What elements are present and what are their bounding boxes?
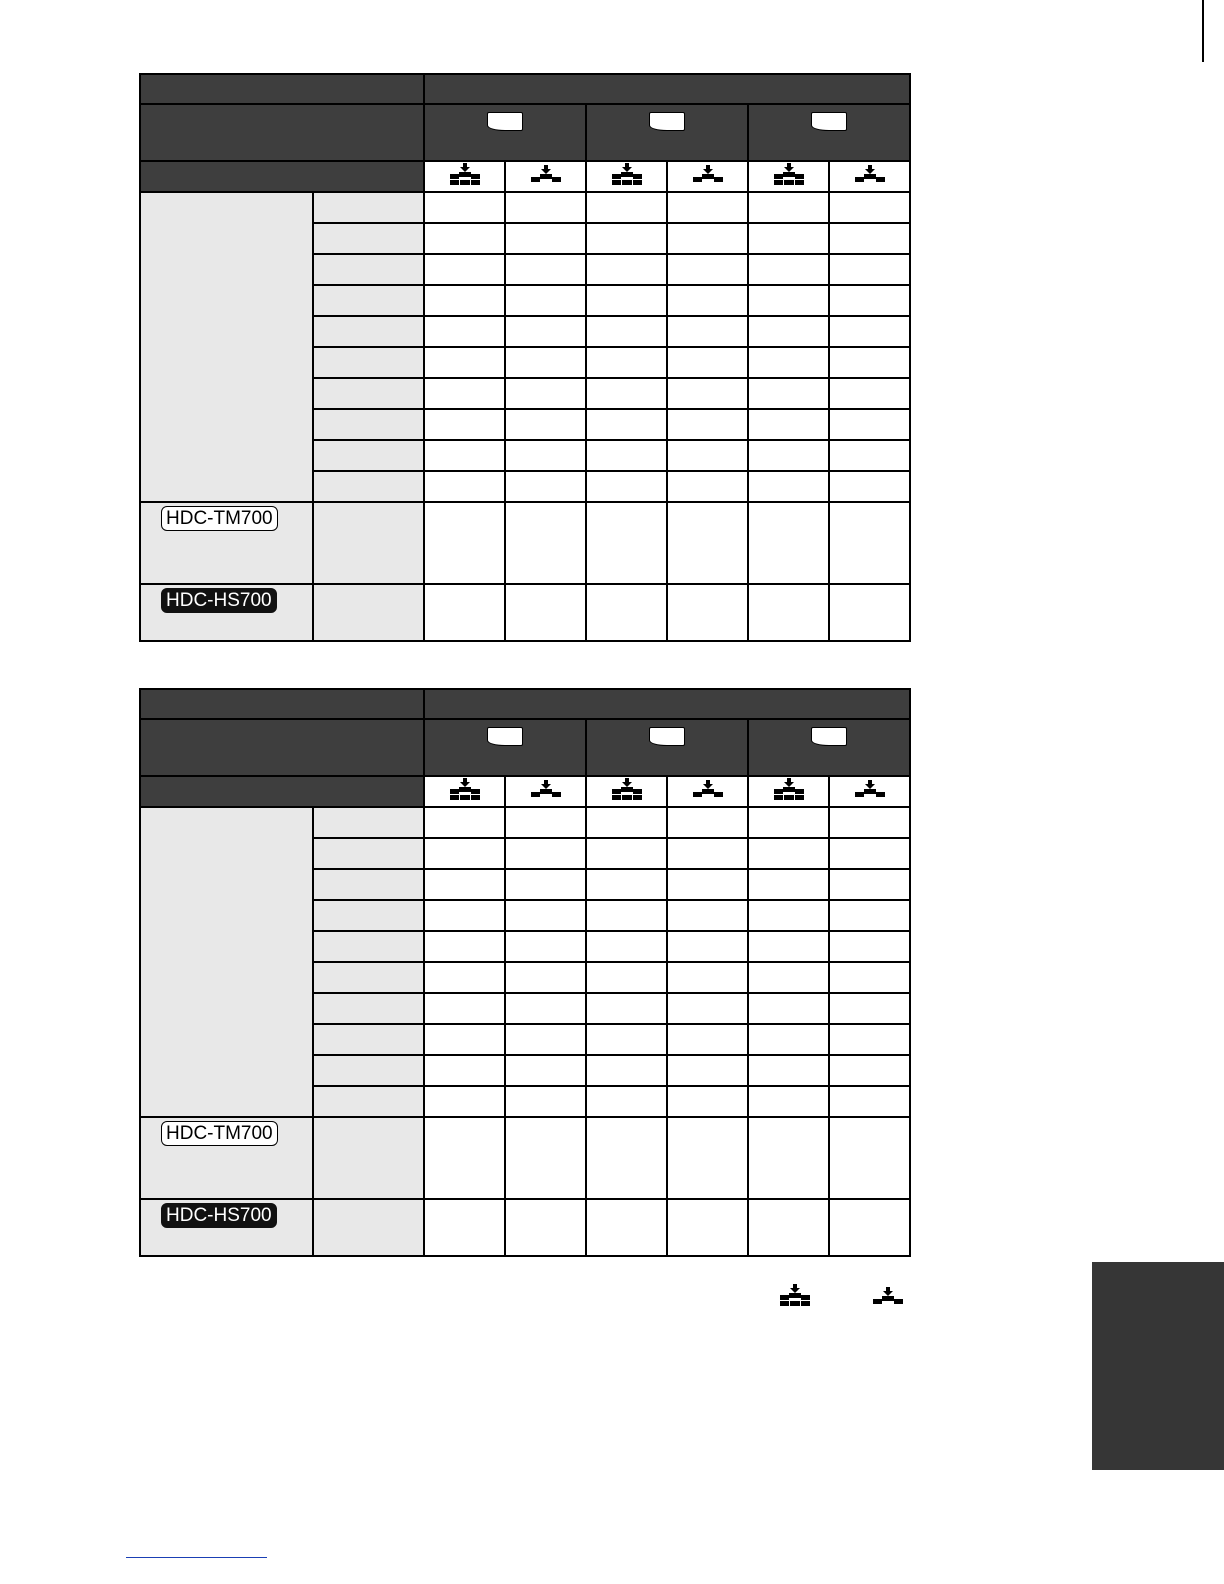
- table-cell: [748, 993, 829, 1024]
- table-cell: [829, 254, 910, 285]
- table-cell: [505, 838, 586, 869]
- row-label: [313, 223, 424, 254]
- table-cell: [829, 807, 910, 838]
- multi-image-stack-icon: [748, 161, 829, 192]
- table-cell: [424, 1024, 505, 1055]
- table-cell: [667, 1117, 748, 1199]
- table-cell: [667, 962, 748, 993]
- table-cell: [829, 931, 910, 962]
- table-cell: [829, 1086, 910, 1117]
- mode-header-1: [424, 104, 586, 161]
- table-cell: [424, 440, 505, 471]
- table-cell: [424, 502, 505, 584]
- table-cell: [829, 316, 910, 347]
- row-label: [313, 1117, 424, 1199]
- table-cell: [424, 471, 505, 502]
- table-cell: [667, 192, 748, 223]
- table-cell: [586, 838, 667, 869]
- row-label: [313, 1199, 424, 1256]
- table-cell: [829, 962, 910, 993]
- model-badge-tm700: HDC-TM700: [161, 506, 278, 531]
- table-cell: [586, 584, 667, 641]
- row-label: [313, 900, 424, 931]
- table-cell: [424, 962, 505, 993]
- table-cell: [667, 223, 748, 254]
- table-cell: [748, 807, 829, 838]
- table-cell: [667, 347, 748, 378]
- table-cell: [829, 1055, 910, 1086]
- table-cell: [748, 584, 829, 641]
- table-cell: [667, 409, 748, 440]
- mode-header-2: [586, 104, 748, 161]
- table-cell: [424, 347, 505, 378]
- table-cell: [505, 409, 586, 440]
- mode-label-cell: [140, 719, 424, 776]
- table-cell: [748, 285, 829, 316]
- mode-label-cell: [140, 104, 424, 161]
- table-cell: [748, 1024, 829, 1055]
- table-cell: [586, 1055, 667, 1086]
- row-label: [313, 347, 424, 378]
- mode-label-icon: [811, 727, 847, 746]
- table-cell: [424, 223, 505, 254]
- table-cell: [667, 807, 748, 838]
- table-cell: [748, 1055, 829, 1086]
- row-label: [313, 440, 424, 471]
- table-cell: [586, 1024, 667, 1055]
- table-cell: [829, 471, 910, 502]
- table-cell: [829, 1024, 910, 1055]
- table-cell: [667, 378, 748, 409]
- table-cell: [829, 347, 910, 378]
- table-cell: [424, 993, 505, 1024]
- table-cell: [586, 378, 667, 409]
- table-cell: [424, 931, 505, 962]
- table-cell: [748, 409, 829, 440]
- mode-label-icon: [649, 112, 685, 131]
- table-cell: [748, 378, 829, 409]
- table-cell: [829, 285, 910, 316]
- row-label: [313, 409, 424, 440]
- row-label: [313, 931, 424, 962]
- table-cell: [748, 254, 829, 285]
- table-cell: [667, 584, 748, 641]
- table-cell: [667, 1024, 748, 1055]
- table-cell: [748, 900, 829, 931]
- table-cell: [424, 869, 505, 900]
- table-cell: [424, 900, 505, 931]
- side-section-tab: [1092, 1262, 1224, 1470]
- table-cell: [586, 900, 667, 931]
- header-label-cell: [140, 689, 424, 719]
- table-cell: [667, 316, 748, 347]
- table-cell: [667, 931, 748, 962]
- table-cell: [505, 347, 586, 378]
- table-cell: [586, 254, 667, 285]
- table-cell: [586, 316, 667, 347]
- row-label: [313, 1055, 424, 1086]
- table-cell: [748, 869, 829, 900]
- table-cell: [748, 1117, 829, 1199]
- table-cell: [424, 1086, 505, 1117]
- header-value-cell: [424, 689, 910, 719]
- mode-header-1: [424, 719, 586, 776]
- legend-multi-image-stack-icon: [779, 1284, 811, 1306]
- spec-table-2: [139, 688, 911, 1257]
- table-cell: [424, 254, 505, 285]
- table-cell: [748, 1086, 829, 1117]
- table-cell: [667, 440, 748, 471]
- table-cell: [424, 1199, 505, 1256]
- table-cell: [829, 838, 910, 869]
- row-label: [313, 192, 424, 223]
- icon-row-label-cell: [140, 776, 424, 807]
- table-cell: [667, 502, 748, 584]
- table-cell: [748, 347, 829, 378]
- table-cell: [505, 1024, 586, 1055]
- table-cell: [667, 471, 748, 502]
- table-cell: [748, 471, 829, 502]
- table-cell: [748, 838, 829, 869]
- table-cell: [667, 254, 748, 285]
- table-cell: [829, 223, 910, 254]
- row-label: [313, 471, 424, 502]
- mode-header-3: [748, 104, 910, 161]
- table-cell: [424, 316, 505, 347]
- table-cell: [586, 223, 667, 254]
- table-cell: [586, 962, 667, 993]
- table-cell: [586, 285, 667, 316]
- table-cell: [667, 993, 748, 1024]
- row-label: [313, 1086, 424, 1117]
- table-cell: [424, 1117, 505, 1199]
- row-label: [313, 584, 424, 641]
- single-image-icon: [829, 776, 910, 807]
- table-cell: [829, 192, 910, 223]
- table-cell: [505, 254, 586, 285]
- table-cell: [586, 1199, 667, 1256]
- multi-image-stack-icon: [424, 776, 505, 807]
- mode-label-icon: [811, 112, 847, 131]
- multi-image-stack-icon: [424, 161, 505, 192]
- table-cell: [505, 378, 586, 409]
- table-cell: [748, 1199, 829, 1256]
- mode-label-icon: [487, 727, 523, 746]
- table-cell: [829, 900, 910, 931]
- table-cell: [829, 440, 910, 471]
- table-cell: [586, 993, 667, 1024]
- media-group-label: [140, 807, 313, 1117]
- table-cell: [586, 471, 667, 502]
- row-label: [313, 378, 424, 409]
- table-cell: [505, 807, 586, 838]
- table-cell: [505, 471, 586, 502]
- table-cell: [667, 285, 748, 316]
- table-cell: [748, 502, 829, 584]
- table-cell: [667, 869, 748, 900]
- model-badge-tm700: HDC-TM700: [161, 1121, 278, 1146]
- table-cell: [829, 1117, 910, 1199]
- spec-table-1: [139, 73, 911, 642]
- model-badge-hs700: HDC-HS700: [161, 588, 277, 613]
- row-label: [313, 838, 424, 869]
- table-cell: [505, 962, 586, 993]
- table-cell: [505, 1055, 586, 1086]
- table-cell: [829, 869, 910, 900]
- table-cell: [586, 1086, 667, 1117]
- table-cell: [748, 223, 829, 254]
- table-cell: [586, 1117, 667, 1199]
- row-label: [313, 254, 424, 285]
- table-cell: [505, 869, 586, 900]
- media-group-label: [140, 192, 313, 502]
- table-cell: [829, 993, 910, 1024]
- table-cell: [424, 807, 505, 838]
- model-tm700-cell: [140, 1117, 313, 1199]
- mode-label-icon: [487, 112, 523, 131]
- table-cell: [505, 900, 586, 931]
- table-cell: [586, 192, 667, 223]
- table-cell: [505, 993, 586, 1024]
- table-cell: [505, 502, 586, 584]
- table-cell: [667, 900, 748, 931]
- model-tm700-cell: [140, 502, 313, 584]
- multi-image-stack-icon: [586, 776, 667, 807]
- row-label: [313, 993, 424, 1024]
- table-cell: [748, 931, 829, 962]
- mode-header-3: [748, 719, 910, 776]
- table-cell: [667, 1199, 748, 1256]
- table-cell: [748, 962, 829, 993]
- table-cell: [505, 1199, 586, 1256]
- table-cell: [586, 409, 667, 440]
- row-label: [313, 316, 424, 347]
- table-cell: [586, 502, 667, 584]
- multi-image-stack-icon: [586, 161, 667, 192]
- single-image-icon: [505, 161, 586, 192]
- bottom-link-underline[interactable]: [126, 1557, 267, 1558]
- table-cell: [586, 440, 667, 471]
- table-cell: [505, 1086, 586, 1117]
- row-label: [313, 502, 424, 584]
- mode-header-2: [586, 719, 748, 776]
- table-cell: [829, 1199, 910, 1256]
- table-cell: [667, 1055, 748, 1086]
- row-label: [313, 285, 424, 316]
- row-label: [313, 1024, 424, 1055]
- table-cell: [748, 316, 829, 347]
- table-cell: [505, 931, 586, 962]
- model-hs700-cell: [140, 584, 313, 641]
- single-image-icon: [505, 776, 586, 807]
- table-cell: [505, 316, 586, 347]
- row-label: [313, 962, 424, 993]
- table-cell: [505, 285, 586, 316]
- row-label: [313, 869, 424, 900]
- legend-single-image-icon: [872, 1287, 904, 1305]
- model-badge-hs700: HDC-HS700: [161, 1203, 277, 1228]
- table-cell: [829, 409, 910, 440]
- header-label-cell: [140, 74, 424, 104]
- table-cell: [424, 1055, 505, 1086]
- model-hs700-cell: [140, 1199, 313, 1256]
- table-cell: [505, 584, 586, 641]
- table-cell: [586, 931, 667, 962]
- multi-image-stack-icon: [748, 776, 829, 807]
- table-cell: [829, 378, 910, 409]
- row-label: [313, 807, 424, 838]
- table-cell: [505, 1117, 586, 1199]
- mode-label-icon: [649, 727, 685, 746]
- table-cell: [424, 838, 505, 869]
- table-cell: [424, 378, 505, 409]
- table-cell: [748, 192, 829, 223]
- table-cell: [667, 1086, 748, 1117]
- header-value-cell: [424, 74, 910, 104]
- table-cell: [829, 584, 910, 641]
- crop-mark: [1202, 0, 1204, 62]
- table-cell: [829, 502, 910, 584]
- table-cell: [586, 869, 667, 900]
- single-image-icon: [667, 776, 748, 807]
- table-cell: [424, 285, 505, 316]
- icon-row-label-cell: [140, 161, 424, 192]
- table-cell: [424, 584, 505, 641]
- table-cell: [667, 838, 748, 869]
- table-cell: [505, 223, 586, 254]
- table-cell: [505, 440, 586, 471]
- table-cell: [424, 409, 505, 440]
- single-image-icon: [829, 161, 910, 192]
- table-cell: [586, 347, 667, 378]
- single-image-icon: [667, 161, 748, 192]
- table-cell: [586, 807, 667, 838]
- table-cell: [748, 440, 829, 471]
- table-cell: [505, 192, 586, 223]
- table-cell: [424, 192, 505, 223]
